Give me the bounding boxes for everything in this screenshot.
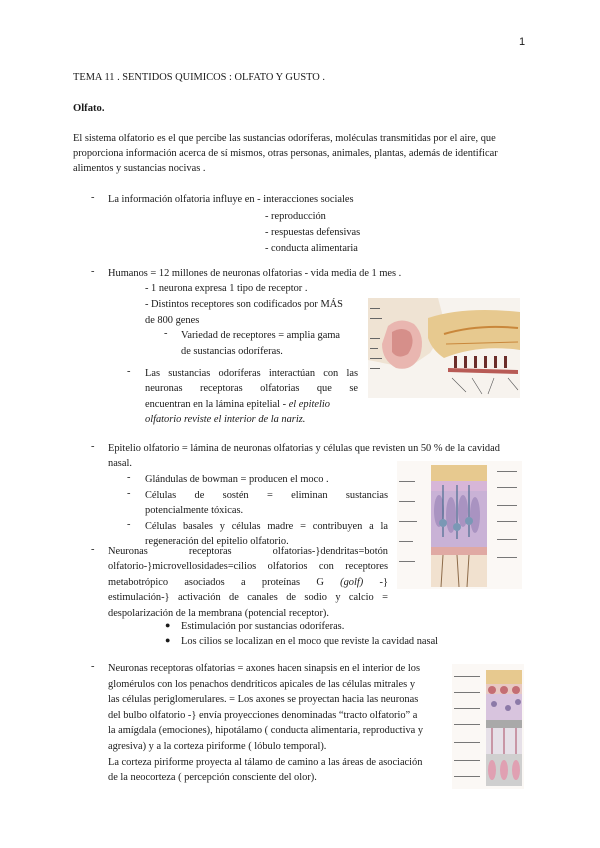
section-heading: Olfato. <box>73 103 105 114</box>
intro-line-1: El sistema olfatorio es el que percibe las sustancias odoríferas, moléculas transmitidas por el aire, que <box>73 133 496 144</box>
b4-point-2: Los cilios se localizan en el moco que reviste la cavidad nasal <box>181 636 439 647</box>
b5-line: glomérulos con los penachos dendríticos apicales de las células mitrales y <box>108 679 416 690</box>
bullet-dash: - <box>127 366 131 377</box>
intro-line-3: alimentos y sustancias nocivas . <box>73 163 206 174</box>
olfactory-bulb-figure <box>452 664 524 789</box>
b3-d3a: Células basales y células madre = contribuyen a la <box>145 521 388 532</box>
bullet-dot: ● <box>165 635 171 645</box>
b1-item: - respuestas defensivas <box>265 227 361 238</box>
b4-line-3: metabotrópico asociados a proteínas G (golf) -} <box>108 577 388 588</box>
b3-d1: Glándulas de bowman = producen el moco . <box>145 474 329 485</box>
bullet-dot: ● <box>165 620 171 630</box>
page-number: 1 <box>519 36 526 48</box>
b2-line-2: - 1 neurona expresa 1 tipo de receptor . <box>145 283 308 294</box>
b5-line: La corteza piriforme proyecta al tálamo de camino a las áreas de asociación <box>108 757 423 768</box>
b5-line: agresiva) y a la corteza piriforme ( lóbulo temporal). <box>108 741 327 752</box>
b3-d2b: potencialmente tóxicas. <box>145 505 244 516</box>
bullet-dash: - <box>164 328 168 339</box>
bullet-dash: - <box>127 472 131 483</box>
b5-line: Neuronas receptoras olfatorias = axones hacen sinapsis en el interior de los <box>108 663 420 674</box>
b2-line-1: Humanos = 12 millones de neuronas olfatorias - vida media de 1 mes . <box>108 268 402 279</box>
bullet-dash: - <box>91 192 95 203</box>
b4-line-2: olfatorio-}microvellosidades=cilios olfatorios con receptores <box>108 561 388 572</box>
b1-item: - reproducción <box>265 211 326 222</box>
bullet-dash: - <box>91 266 95 277</box>
b2-sub-line-3: encuentran en la lámina epitelial - el epitelio <box>145 399 330 410</box>
b4-point-1: Estimulación por sustancias odoríferas. <box>181 621 345 632</box>
b4-line-4: estimulación-} activación de canales de sodio y calcio = <box>108 592 388 603</box>
nasal-cavity-figure <box>368 298 520 398</box>
olfactory-epithelium-figure <box>397 461 522 589</box>
page-title: TEMA 11 . SENTIDOS QUIMICOS : OLFATO Y GUSTO . <box>73 72 325 83</box>
b1-item: - conducta alimentaria <box>265 243 358 254</box>
bullet-dash: - <box>91 441 95 452</box>
bullet-dash: - <box>91 661 95 672</box>
b5-line: las células periglomerulares. = Los axones se proyectan hacia las neuronas <box>108 694 419 705</box>
b1-line: La información olfatoria influye en - interacciones sociales <box>108 194 354 205</box>
b3-line-1: Epitelio olfatorio = lámina de neuronas olfatorias y células que revisten un 50 % de la cavidad <box>108 443 500 454</box>
b2-line-5: Variedad de receptores = amplia gama <box>181 330 341 341</box>
b2-line-4: de 800 genes <box>145 315 200 326</box>
b2-line-6: de sustancias odoríferas. <box>181 346 283 357</box>
intro-line-2: proporciona información acerca de sí mismos, otras personas, animales, plantas, además de identificar <box>73 148 498 159</box>
b5-line: de la neocorteza ( percepción consciente del olor). <box>108 772 317 783</box>
bullet-dash: - <box>91 544 95 555</box>
b2-sub-line-1: Las sustancias odoríferas interactúan con las <box>145 368 358 379</box>
bullet-dash: - <box>127 519 131 530</box>
b4-line-1: Neuronas receptoras olfatorias-}dendritas=botón <box>108 546 388 557</box>
b3-d3b: regeneración del epitelio olfatorio. <box>145 536 289 547</box>
b4-line-5: despolarización de la membrana (potencial receptor). <box>108 608 329 619</box>
b2-sub-line-2: neuronas receptoras olfatorias que se <box>145 383 358 394</box>
bullet-dash: - <box>127 488 131 499</box>
b2-sub-line-4: olfatorio reviste el interior de la nariz. <box>145 414 306 425</box>
b3-line-2: nasal. <box>108 458 132 469</box>
b2-line-3: - Distintos receptores son codificados por MÁS <box>145 299 343 310</box>
b5-line: la amígdala (emociones), hipotálamo ( conducta alimentaria, reproductiva y <box>108 725 424 736</box>
b3-d2a: Células de sostén = eliminan sustancias <box>145 490 388 501</box>
b5-line: del bulbo olfatorio -} envía proyecciones denominadas “tracto olfatorio” a <box>108 710 418 721</box>
